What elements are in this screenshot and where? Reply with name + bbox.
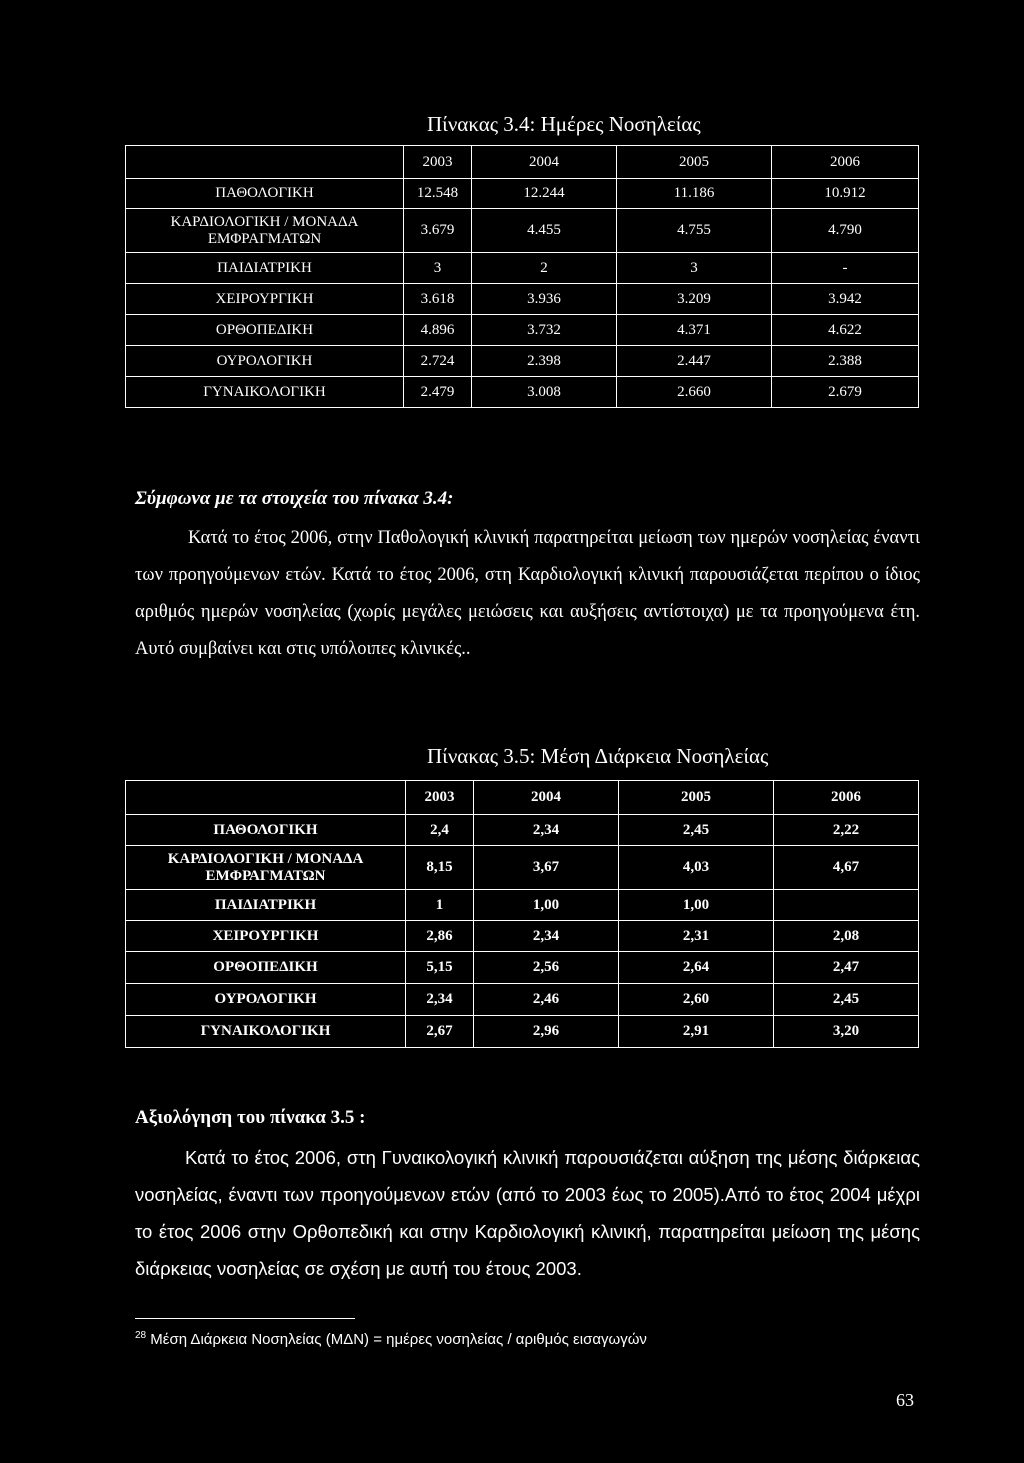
value-cell: 3.679 (404, 209, 472, 253)
row-label: ΟΡΘΟΠΕΔΙΚΗ (126, 315, 404, 346)
value-cell: 3,67 (474, 846, 619, 890)
value-cell: 2,64 (619, 952, 774, 984)
header-blank-cell (126, 146, 404, 179)
value-cell: 2,47 (774, 952, 919, 984)
header-year-2006: 2006 (772, 146, 919, 179)
value-cell: 2,60 (619, 984, 774, 1016)
value-cell (774, 890, 919, 921)
row-label: ΟΥΡΟΛΟΓΙΚΗ (126, 346, 404, 377)
row-label: ΧΕΙΡΟΥΡΓΙΚΗ (126, 284, 404, 315)
value-cell: 1,00 (619, 890, 774, 921)
table-row (126, 377, 919, 408)
header-year-2003: 2003 (404, 146, 472, 179)
value-cell: 8,15 (406, 846, 474, 890)
value-cell: 3.936 (472, 284, 617, 315)
value-cell: 11.186 (617, 179, 772, 209)
table-row (126, 179, 919, 209)
row-label: ΠΑΘΟΛΟΓΙΚΗ (126, 179, 404, 209)
value-cell: 2,34 (406, 984, 474, 1016)
header-row (126, 146, 919, 179)
section1-heading: Σύμφωνα με τα στοιχεία του πίνακα 3.4: (135, 488, 454, 509)
page-number: 63 (896, 1390, 914, 1410)
value-cell: 2,96 (474, 1016, 619, 1048)
table-row (126, 984, 919, 1016)
value-cell: 3,20 (774, 1016, 919, 1048)
value-cell: 2,67 (406, 1016, 474, 1048)
value-cell: 2,22 (774, 815, 919, 846)
value-cell: 2,34 (474, 921, 619, 952)
table-row (126, 284, 919, 315)
value-cell: 2,31 (619, 921, 774, 952)
value-cell: 1,00 (474, 890, 619, 921)
table-row (126, 209, 919, 253)
table-row (126, 890, 919, 921)
table-hospital-days (125, 145, 919, 408)
value-cell: 3 (617, 253, 772, 284)
value-cell: 2.388 (772, 346, 919, 377)
value-cell: 4,67 (774, 846, 919, 890)
footnote (135, 1330, 647, 1348)
header-blank-cell (126, 781, 406, 815)
value-cell: 2,86 (406, 921, 474, 952)
table-row (126, 921, 919, 952)
value-cell: 12.244 (472, 179, 617, 209)
value-cell: 2,4 (406, 815, 474, 846)
value-cell: 2,08 (774, 921, 919, 952)
row-label: ΟΥΡΟΛΟΓΙΚΗ (126, 984, 406, 1016)
value-cell: 4.455 (472, 209, 617, 253)
value-cell: 2.724 (404, 346, 472, 377)
value-cell: 4.622 (772, 315, 919, 346)
table-row (126, 952, 919, 984)
value-cell: 2,46 (474, 984, 619, 1016)
value-cell: - (772, 253, 919, 284)
value-cell: 1 (406, 890, 474, 921)
value-cell: 2.447 (617, 346, 772, 377)
table-average-stay (125, 780, 919, 1048)
value-cell: 2.679 (772, 377, 919, 408)
section1-paragraph: Κατά το έτος 2006, στην Παθολογική κλινική παρατηρείται μείωση των ημερών νοσηλείας έναντι των προηγούμενων ετών. Κατά το έτος 2006, στη Καρδιολογική κλινική παρουσιάζεται περίπου ο ίδιος αριθμός ημερών νοσηλείας (χωρίς μεγάλες μειώσεις και αυξήσεις αντίστοιχα) με τα προηγούμενα έτη. Αυτό συμβαίνει και στις υπόλοιπες κλινικές.. (135, 528, 920, 659)
value-cell: 3.942 (772, 284, 919, 315)
value-cell: 3.209 (617, 284, 772, 315)
table-row (126, 346, 919, 377)
row-label: ΠΑΘΟΛΟΓΙΚΗ (126, 815, 406, 846)
footnote-number: 28 (135, 1330, 147, 1341)
row-label: ΚΑΡΔΙΟΛΟΓΙΚΗ / ΜΟΝΑΔΑ ΕΜΦΡΑΓΜΑΤΩΝ (126, 209, 404, 253)
row-label: ΠΑΙΔΙΑΤΡΙΚΗ (126, 253, 404, 284)
value-cell: 3.732 (472, 315, 617, 346)
value-cell: 3 (404, 253, 472, 284)
header-year-2004: 2004 (474, 781, 619, 815)
value-cell: 12.548 (404, 179, 472, 209)
value-cell: 3.008 (472, 377, 617, 408)
value-cell: 4.755 (617, 209, 772, 253)
row-label: ΚΑΡΔΙΟΛΟΓΙΚΗ / ΜΟΝΑΔΑ ΕΜΦΡΑΓΜΑΤΩΝ (126, 846, 406, 890)
table-row (126, 253, 919, 284)
table1-caption: Πίνακας 3.4: Ημέρες Νοσηλείας (427, 112, 701, 136)
value-cell: 4.790 (772, 209, 919, 253)
header-year-2005: 2005 (619, 781, 774, 815)
value-cell: 2,45 (774, 984, 919, 1016)
row-label: ΓΥΝΑΙΚΟΛΟΓΙΚΗ (126, 1016, 406, 1048)
table2-caption: Πίνακας 3.5: Μέση Διάρκεια Νοσηλείας (427, 744, 769, 768)
section2-paragraph: Κατά το έτος 2006, στη Γυναικολογική κλινική παρουσιάζεται αύξηση της μέσης διάρκειας νοσηλείας, έναντι των προηγούμενων ετών (από το 2003 έως το 2005).Από το έτος 2004 μέχρι το έτος 2006 στην Ορθοπεδική και στην Καρδιολογική κλινική, παρατηρείται μείωση της μέσης διάρκειας νοσηλείας σε σχέση με αυτή του έτους 2003. (135, 1147, 920, 1279)
row-label: ΠΑΙΔΙΑΤΡΙΚΗ (126, 890, 406, 921)
header-year-2004: 2004 (472, 146, 617, 179)
table-row (126, 1016, 919, 1048)
value-cell: 4.896 (404, 315, 472, 346)
value-cell: 10.912 (772, 179, 919, 209)
table-row (126, 846, 919, 890)
value-cell: 2,45 (619, 815, 774, 846)
footnote-divider (135, 1318, 355, 1319)
value-cell: 3.618 (404, 284, 472, 315)
value-cell: 4,03 (619, 846, 774, 890)
row-label: ΓΥΝΑΙΚΟΛΟΓΙΚΗ (126, 377, 404, 408)
table-row (126, 315, 919, 346)
footnote-text: Μέση Διάρκεια Νοσηλείας (ΜΔΝ) = ημέρες νοσηλείας / αριθμός εισαγωγών (150, 1331, 647, 1348)
value-cell: 2,34 (474, 815, 619, 846)
value-cell: 2,56 (474, 952, 619, 984)
value-cell: 5,15 (406, 952, 474, 984)
value-cell: 2.398 (472, 346, 617, 377)
header-year-2003: 2003 (406, 781, 474, 815)
header-year-2005: 2005 (617, 146, 772, 179)
value-cell: 2,91 (619, 1016, 774, 1048)
section2-heading: Αξιολόγηση του πίνακα 3.5 : (135, 1107, 366, 1128)
value-cell: 2.479 (404, 377, 472, 408)
value-cell: 2 (472, 253, 617, 284)
value-cell: 4.371 (617, 315, 772, 346)
row-label: ΧΕΙΡΟΥΡΓΙΚΗ (126, 921, 406, 952)
table-row (126, 815, 919, 846)
header-row (126, 781, 919, 815)
header-year-2006: 2006 (774, 781, 919, 815)
row-label: ΟΡΘΟΠΕΔΙΚΗ (126, 952, 406, 984)
value-cell: 2.660 (617, 377, 772, 408)
